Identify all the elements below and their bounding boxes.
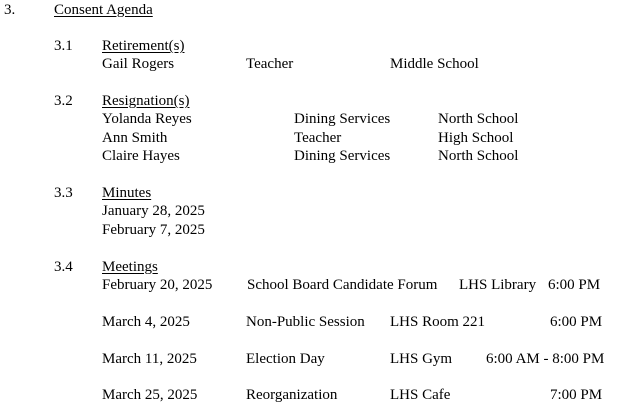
- resignation-role: Dining Services: [294, 111, 391, 127]
- retirement-location: Middle School: [390, 56, 479, 72]
- meeting-date: March 11, 2025: [102, 351, 197, 367]
- meeting-date: March 4, 2025: [102, 314, 190, 330]
- meeting-event: Reorganization: [246, 387, 338, 403]
- resignations-heading: Resignation(s): [102, 93, 190, 109]
- retirements-number: 3.1: [54, 38, 73, 54]
- meeting-location: LHS Room 221: [390, 314, 486, 330]
- section-title: Consent Agenda: [54, 2, 153, 18]
- meeting-time: 6:00 PM: [550, 314, 603, 330]
- retirement-name: Gail Rogers: [102, 56, 175, 72]
- resignation-role: Dining Services: [294, 148, 391, 164]
- meetings-heading: Meetings: [102, 259, 158, 275]
- resignation-location: North School: [438, 111, 519, 127]
- meeting-date: February 20, 2025: [102, 277, 213, 293]
- meeting-location: LHS Library: [459, 277, 537, 293]
- meeting-event: School Board Candidate Forum: [247, 277, 438, 293]
- resignation-name: Ann Smith: [102, 130, 168, 146]
- retirement-role: Teacher: [246, 56, 294, 72]
- meetings-number: 3.4: [54, 259, 73, 275]
- resignations-number: 3.2: [54, 93, 73, 109]
- minutes-heading: Minutes: [102, 185, 152, 201]
- meeting-location: LHS Cafe: [390, 387, 451, 403]
- meeting-location: LHS Gym: [390, 351, 453, 367]
- resignation-name: Yolanda Reyes: [102, 111, 192, 127]
- resignation-location: High School: [438, 130, 514, 146]
- meeting-time: 6:00 AM - 8:00 PM: [486, 351, 605, 367]
- retirements-heading: Retirement(s): [102, 38, 185, 54]
- resignation-role: Teacher: [294, 130, 342, 146]
- meeting-time: 6:00 PM: [548, 277, 601, 293]
- meeting-event: Non-Public Session: [246, 314, 365, 330]
- minutes-date: February 7, 2025: [102, 222, 205, 238]
- minutes-number: 3.3: [54, 185, 73, 201]
- meeting-time: 7:00 PM: [550, 387, 603, 403]
- section-number: 3.: [4, 2, 16, 18]
- meeting-date: March 25, 2025: [102, 387, 198, 403]
- resignation-location: North School: [438, 148, 519, 164]
- resignation-name: Claire Hayes: [102, 148, 180, 164]
- minutes-date: January 28, 2025: [102, 203, 205, 219]
- meeting-event: Election Day: [246, 351, 325, 367]
